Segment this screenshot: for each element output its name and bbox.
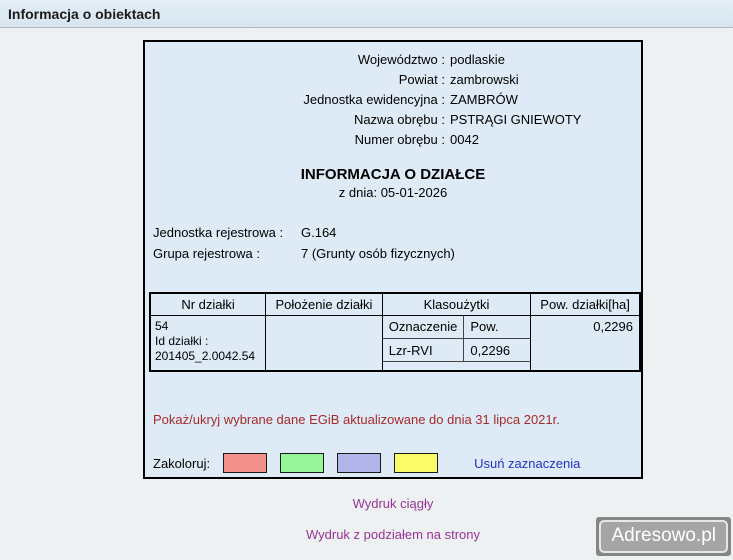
- meta-label: Nazwa obrębu :: [353, 112, 445, 127]
- color-swatch-yellow[interactable]: [394, 453, 438, 473]
- parcel-info-panel: [143, 40, 643, 479]
- colorize-label: Zakoloruj:: [153, 455, 211, 471]
- clear-selection-link[interactable]: Usuń zaznaczenia: [474, 455, 581, 471]
- register-row-grupa: [153, 243, 637, 264]
- klaso-area: 0,2296: [464, 339, 530, 362]
- meta-row-jednostka: [149, 90, 637, 110]
- col-header-nr-dzialki: Nr działki: [150, 293, 266, 315]
- document-title: INFORMACJA O DZIAŁCE: [300, 166, 486, 183]
- klaso-header-oznaczenie: Oznaczenie: [383, 316, 464, 339]
- register-label: Grupa rejestrowa :: [153, 246, 260, 261]
- document-date: z dnia: 05-01-2026: [338, 185, 448, 200]
- meta-value: PSTRĄGI GNIEWOTY: [450, 112, 582, 127]
- meta-value: 0042: [450, 132, 479, 147]
- adresowo-watermark: [596, 517, 731, 556]
- parcel-id-label: Id działki :: [155, 333, 209, 348]
- col-header-polozenie: Położenie działki: [266, 293, 383, 315]
- meta-value: podlaskie: [450, 52, 505, 67]
- parcel-table: [149, 292, 641, 372]
- adresowo-logo: Adresowo.pl: [599, 520, 728, 553]
- color-swatch-green[interactable]: [280, 453, 324, 473]
- meta-label: Numer obrębu :: [354, 132, 445, 147]
- cell-parcel-number: [150, 315, 266, 371]
- klasouzytki-subtable: [383, 316, 530, 363]
- print-links-block: [143, 496, 643, 542]
- print-continuous-link[interactable]: Wydruk ciągły: [352, 496, 434, 511]
- klaso-data-row: [383, 339, 530, 362]
- klaso-symbol: Lzr-RVI: [383, 339, 464, 362]
- meta-label: Województwo :: [357, 52, 445, 67]
- colorize-row: [149, 453, 637, 473]
- cell-klasouzytki: [382, 315, 530, 371]
- meta-label: Jednostka ewidencyjna :: [303, 92, 445, 107]
- meta-label: Powiat :: [398, 72, 445, 87]
- col-header-pow-dzialki: Pow. działki[ha]: [531, 293, 640, 315]
- klaso-header-pow: Pow.: [464, 316, 530, 339]
- content-area: [0, 28, 733, 542]
- print-paged-link[interactable]: Wydruk z podziałem na strony: [305, 527, 480, 542]
- register-block: [149, 222, 637, 264]
- col-header-klasouzytki: Klasoużytki: [382, 293, 530, 315]
- register-label: Jednostka rejestrowa :: [153, 225, 284, 240]
- parcel-table-row: [150, 315, 640, 371]
- parcel-table-header-row: [150, 293, 640, 315]
- meta-value: zambrowski: [450, 72, 519, 87]
- color-swatch-purple[interactable]: [337, 453, 381, 473]
- klaso-header-row: [383, 316, 530, 339]
- register-row-jednostka: [153, 222, 637, 243]
- parcel-id-value: 201405_2.0042.54: [155, 348, 256, 363]
- window-titlebar: [0, 0, 733, 28]
- cell-parcel-location: [266, 315, 383, 371]
- register-value: G.164: [301, 225, 337, 240]
- parcel-number: 54: [155, 318, 169, 333]
- location-meta-block: [149, 50, 637, 150]
- meta-row-wojewodztwo: [149, 50, 637, 70]
- meta-value: ZAMBRÓW: [450, 92, 518, 107]
- cell-parcel-area: 0,2296: [531, 315, 640, 371]
- meta-row-nazwa-obrebu: [149, 110, 637, 130]
- meta-row-numer-obrebu: [149, 130, 637, 150]
- register-value: 7 (Grunty osób fizycznych): [301, 246, 455, 261]
- page-title: Informacja o obiektach: [8, 5, 161, 22]
- egib-toggle-link[interactable]: Pokaż/ukryj wybrane dane EGiB aktualizowane do dnia 31 lipca 2021r.: [153, 412, 560, 427]
- meta-row-powiat: [149, 70, 637, 90]
- color-swatch-red[interactable]: [223, 453, 267, 473]
